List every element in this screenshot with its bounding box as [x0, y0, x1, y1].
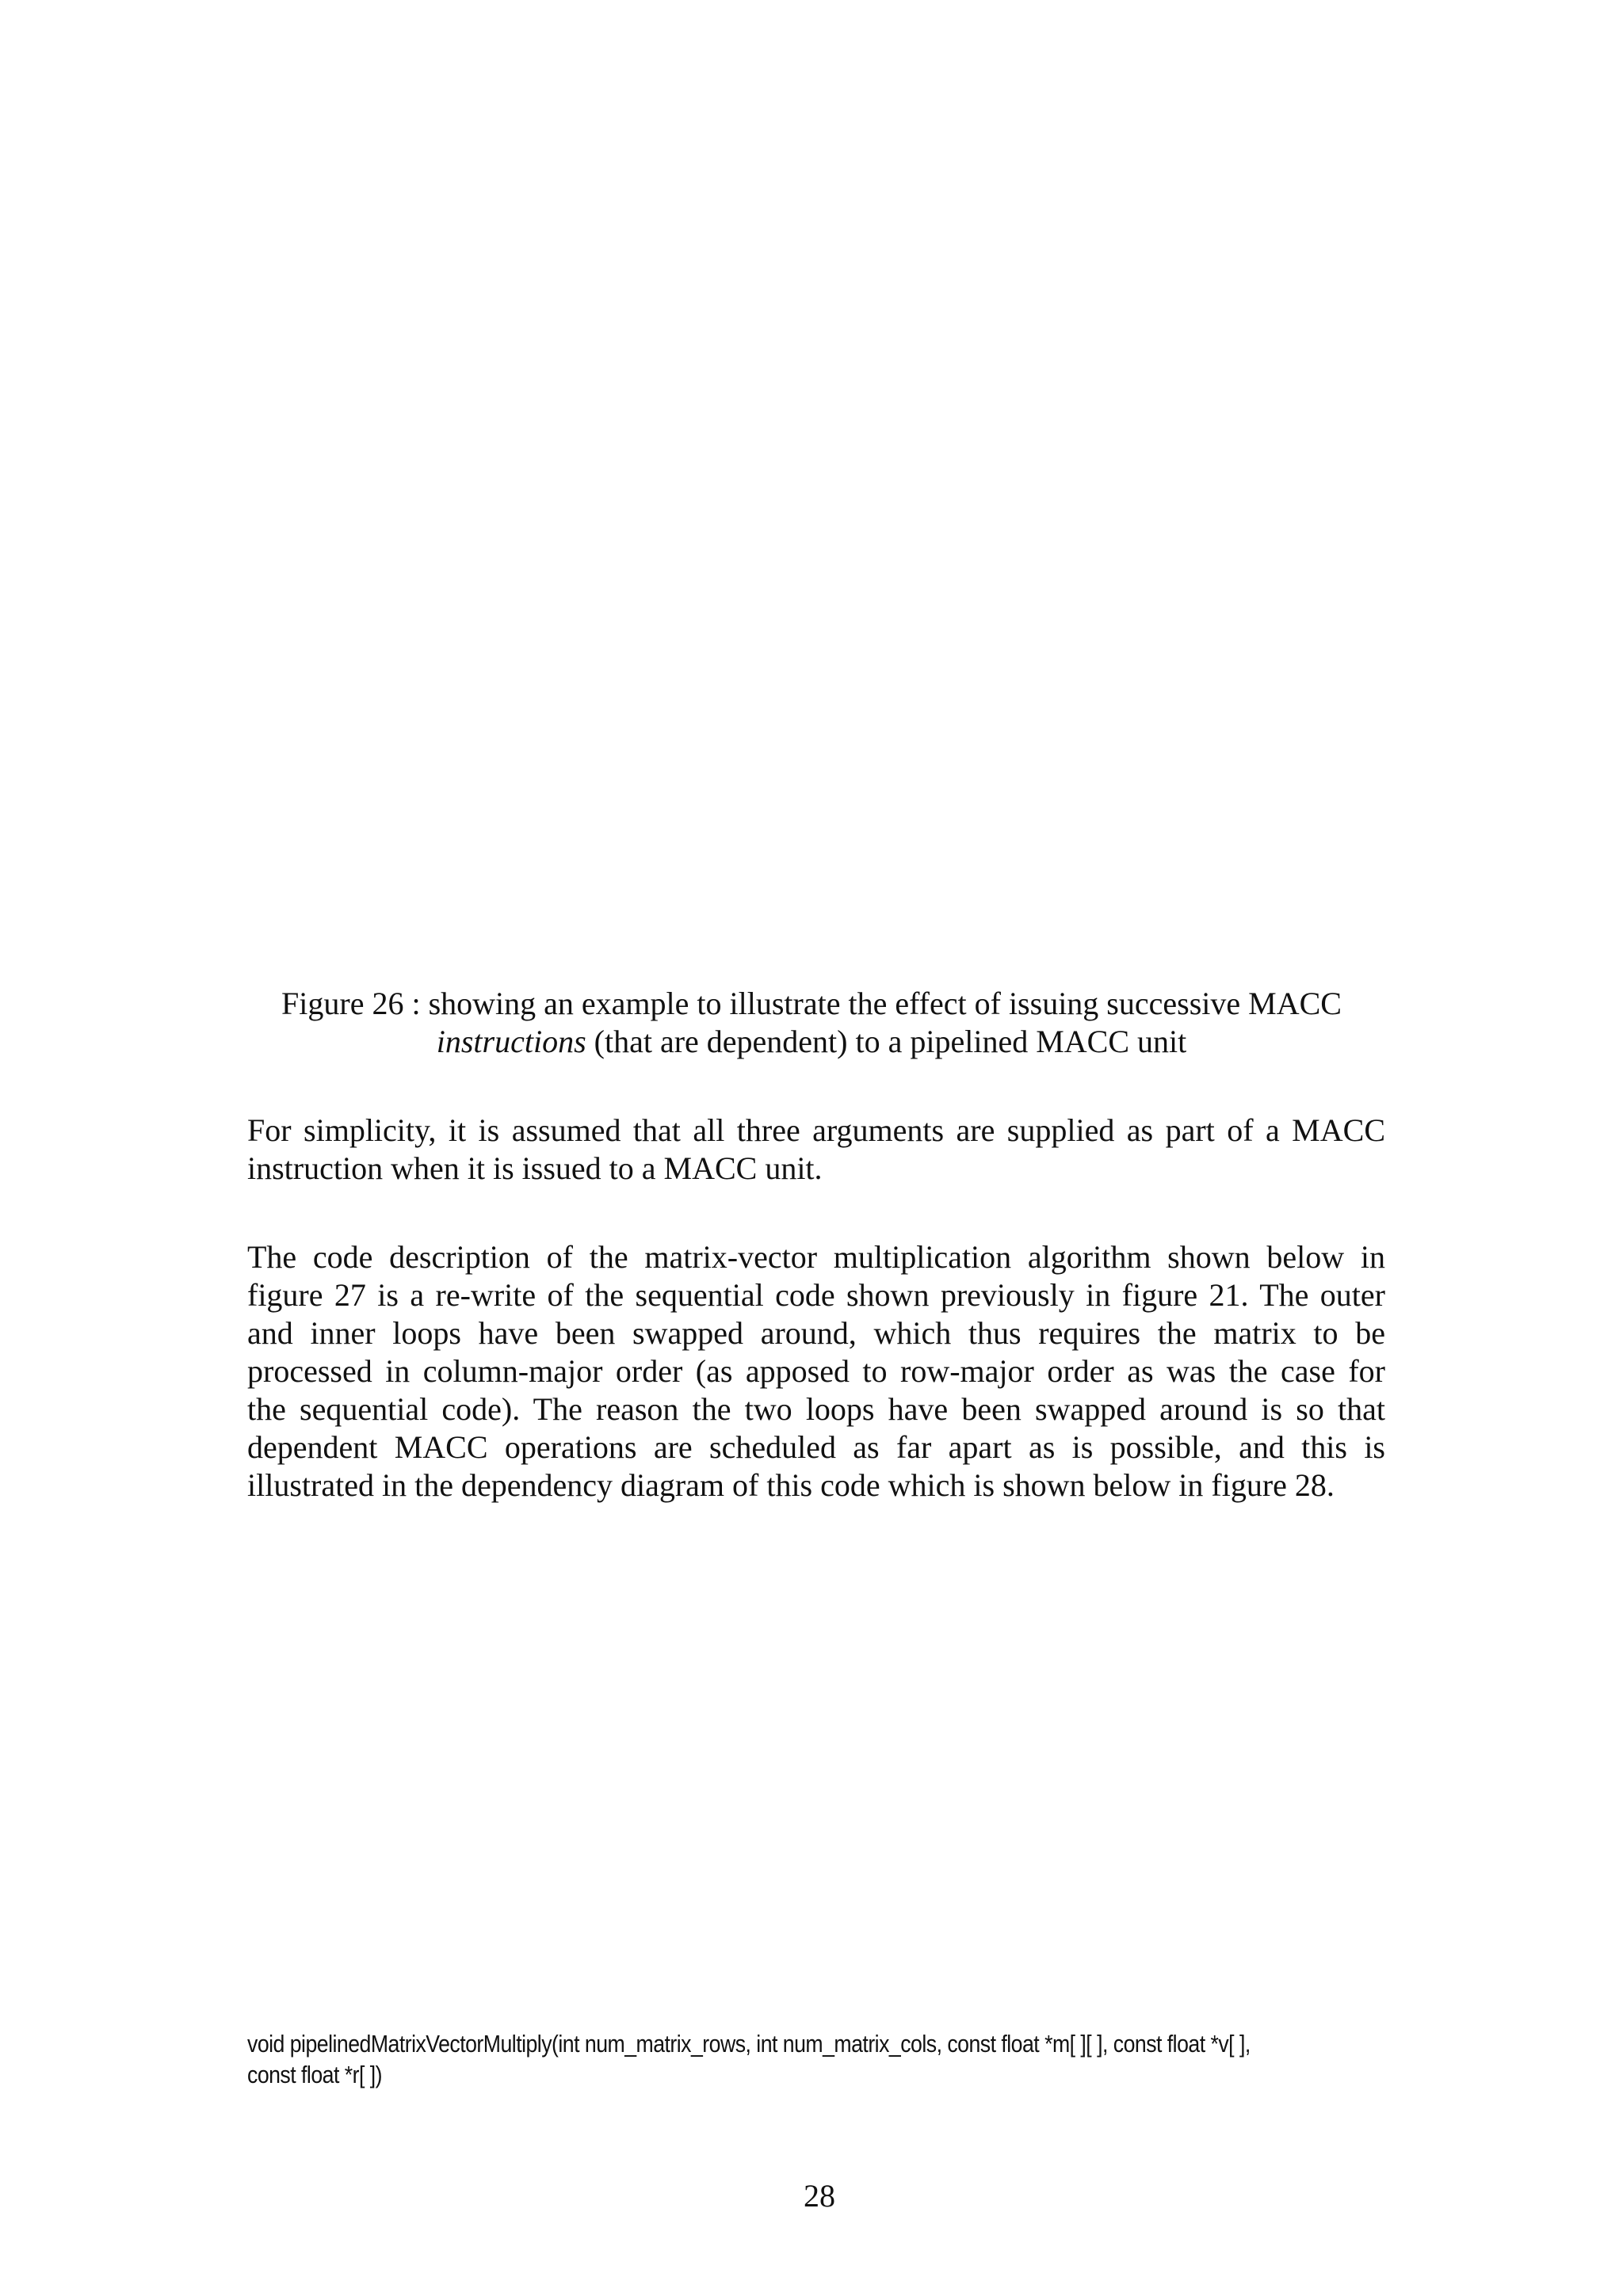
figure-caption-line-2 — [247, 1023, 1376, 1061]
paragraph-code-description — [247, 1238, 1385, 1505]
paragraph-simplicity — [247, 1112, 1385, 1188]
paragraph-line: and inner loops have been swapped around, which thus requires the matrix to be — [247, 1315, 1385, 1351]
paragraph-line: processed in column-major order (as apposed to row-major order as was the case for — [247, 1353, 1385, 1389]
paragraph-line: For simplicity, it is assumed that all three arguments are supplied as part of a MACC — [247, 1112, 1385, 1148]
figure-caption-line-1: Figure 26 : showing an example to illustrate the effect of issuing successive MACC — [281, 986, 1342, 1021]
figure-caption — [247, 985, 1376, 1061]
page-number: 28 — [804, 2178, 835, 2214]
paragraph-line: The code description of the matrix-vector multiplication algorithm shown below in — [247, 1239, 1385, 1275]
code-signature — [247, 2028, 1251, 2090]
paragraph-line: dependent MACC operations are scheduled as far apart as is possible, and this is — [247, 1429, 1385, 1465]
code-line: const float *r[ ]) — [247, 2061, 382, 2088]
paragraph-line: instruction when it is issued to a MACC unit. — [247, 1150, 823, 1186]
figure-caption-line-2-rest: (that are dependent) to a pipelined MACC unit — [586, 1024, 1187, 1059]
paragraph-line: figure 27 is a re-write of the sequential code shown previously in figure 21. The outer — [247, 1277, 1385, 1313]
figure-caption-italic-word: instructions — [436, 1024, 586, 1059]
paragraph-line: the sequential code). The reason the two loops have been swapped around is so that — [247, 1391, 1385, 1427]
paragraph-line: illustrated in the dependency diagram of this code which is shown below in figure 28. — [247, 1467, 1335, 1503]
code-line: void pipelinedMatrixVectorMultiply(int num_matrix_rows, int num_matrix_cols, const float *m[ ][ ], const float *v[ ], — [247, 2030, 1251, 2058]
